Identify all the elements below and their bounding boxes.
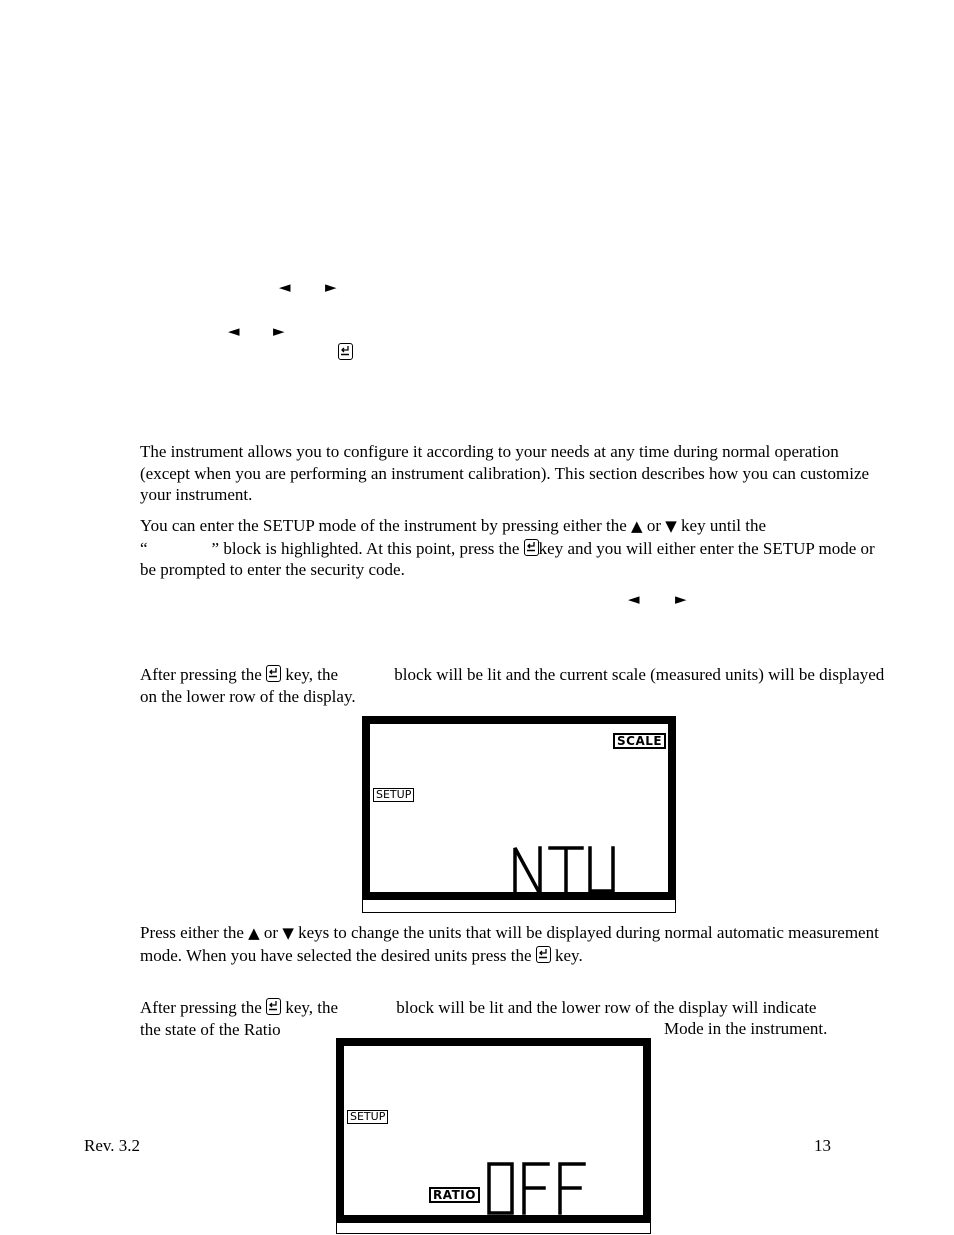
setup-badge: SETUP — [373, 788, 414, 802]
units-paragraph — [140, 922, 890, 966]
text: After pressing the — [140, 665, 262, 684]
up-arrow-icon: ▲ — [248, 924, 260, 942]
right-arrow-icon: ► — [325, 278, 337, 296]
text: key. — [555, 945, 583, 965]
setup-badge: SETUP — [347, 1110, 388, 1124]
enter-key-icon — [338, 343, 353, 360]
ratio-mode-text: Mode in the instrument. — [664, 1019, 828, 1038]
enter-key-icon — [524, 539, 539, 556]
text: ” block is highlighted. At this point, press the — [211, 538, 520, 558]
lcd-base — [336, 1223, 651, 1234]
setup-entry-paragraph — [140, 515, 890, 581]
enter-key-icon — [266, 998, 281, 1015]
lcd-base — [362, 900, 676, 913]
scale-badge: SCALE — [613, 733, 666, 749]
text: key, the — [285, 998, 339, 1017]
left-arrow-icon: ◄ — [228, 322, 240, 340]
ratio-badge: RATIO — [429, 1187, 480, 1203]
lcd-display-ratio — [336, 1038, 651, 1223]
down-arrow-icon: ▼ — [282, 924, 294, 942]
text: You can enter the SETUP mode of the instrument by pressing either the — [140, 516, 627, 535]
text: keys to change the units that will be displayed during normal automatic measurement mode. When you have selected the desired units press the — [140, 923, 879, 965]
lcd-lower-row-off — [484, 1160, 590, 1218]
text: Press either the — [140, 923, 244, 942]
text: key and you will either enter the SETUP mode or be prompted to enter the security code. — [140, 538, 875, 579]
left-arrow-icon: ◄ — [279, 278, 291, 296]
text: or — [646, 516, 661, 535]
up-arrow-icon: ▲ — [631, 517, 643, 535]
text: the state of the Ratio — [140, 1019, 281, 1039]
right-arrow-icon: ► — [675, 590, 687, 608]
enter-key-icon — [266, 665, 281, 682]
down-arrow-icon: ▼ — [665, 517, 677, 535]
lcd-lower-row-ntu — [510, 844, 620, 898]
lcd-display-scale — [362, 716, 676, 900]
text: block will be lit and the current scale (measured units) will be displayed on the lower row of the display. — [140, 665, 885, 706]
text: key, the — [285, 665, 339, 684]
page-number: 13 — [814, 1136, 831, 1155]
enter-key-icon — [536, 946, 551, 963]
left-arrow-icon: ◄ — [628, 590, 640, 608]
text: “ — [140, 538, 148, 558]
text: key until the — [681, 516, 767, 535]
intro-paragraph: The instrument allows you to configure it according to your needs at any time during normal operation (except when you are performing an instrument calibration). This section describes how you can customize your instrument. — [140, 442, 870, 504]
scale-paragraph — [140, 664, 890, 707]
text: block will be lit and the lower row of the display will indicate — [396, 998, 817, 1017]
text: After pressing the — [140, 998, 262, 1017]
revision-label: Rev. 3.2 — [84, 1136, 141, 1155]
text: or — [263, 923, 279, 942]
right-arrow-icon: ► — [273, 322, 285, 340]
